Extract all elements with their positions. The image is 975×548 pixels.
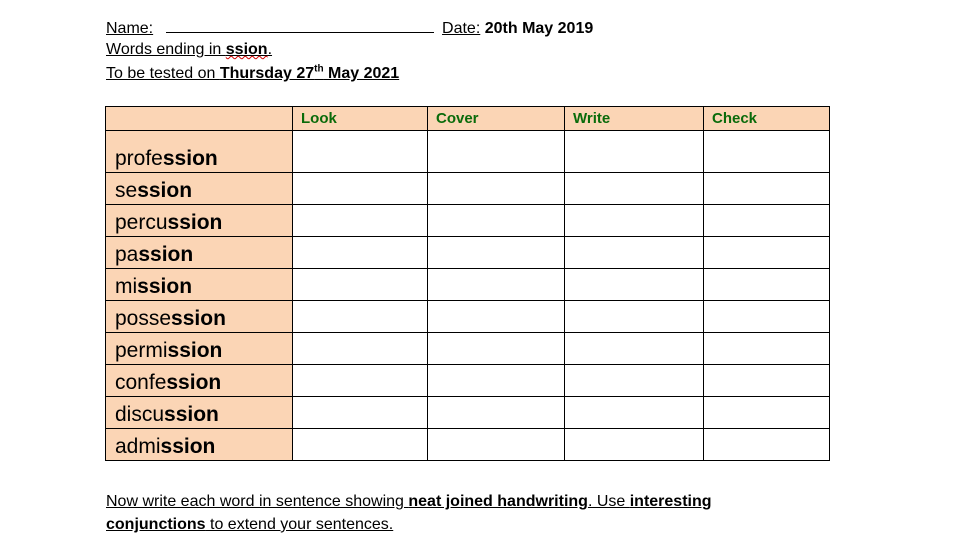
table-row	[106, 429, 830, 461]
answer-cell-check[interactable]	[704, 237, 830, 269]
spelling-word	[106, 365, 293, 397]
answer-cell-cover[interactable]	[428, 269, 565, 301]
spelling-word	[106, 269, 293, 301]
subtitle-ending: ssion	[225, 41, 268, 58]
word-column-header	[106, 107, 293, 131]
word-stem: mi	[115, 275, 138, 298]
answer-cell-cover[interactable]	[428, 205, 565, 237]
column-header-write: Write	[565, 107, 704, 131]
word-ending: ssion	[137, 179, 193, 202]
spelling-word	[106, 237, 293, 269]
answer-cell-write[interactable]	[565, 237, 704, 269]
word-stem: profe	[115, 147, 163, 170]
instruction-part3: . Use	[587, 493, 630, 510]
answer-cell-cover[interactable]	[428, 397, 565, 429]
instruction-part2: neat joined handwriting	[408, 493, 588, 510]
answer-cell-check[interactable]	[704, 365, 830, 397]
word-stem: permi	[115, 339, 168, 362]
answer-cell-look[interactable]	[293, 397, 428, 429]
answer-cell-write[interactable]	[565, 173, 704, 205]
subtitle	[106, 40, 272, 60]
word-ending: ssion	[160, 435, 216, 458]
word-stem: pa	[115, 243, 139, 266]
table-row	[106, 269, 830, 301]
subtitle-prefix: Words ending in	[106, 41, 226, 58]
answer-cell-look[interactable]	[293, 173, 428, 205]
spelling-word	[106, 397, 293, 429]
answer-cell-write[interactable]	[565, 131, 704, 173]
answer-cell-cover[interactable]	[428, 333, 565, 365]
answer-cell-check[interactable]	[704, 269, 830, 301]
table-header-row	[106, 107, 830, 131]
word-stem: discu	[115, 403, 165, 426]
answer-cell-write[interactable]	[565, 333, 704, 365]
answer-cell-check[interactable]	[704, 333, 830, 365]
table-row	[106, 333, 830, 365]
instruction-part1: Now write each word in sentence showing	[106, 493, 409, 510]
answer-cell-cover[interactable]	[428, 301, 565, 333]
word-ending: ssion	[162, 147, 218, 170]
answer-cell-cover[interactable]	[428, 131, 565, 173]
test-date-line	[106, 64, 399, 84]
table-row	[106, 397, 830, 429]
answer-cell-look[interactable]	[293, 205, 428, 237]
word-ending: ssion	[166, 371, 222, 394]
answer-cell-write[interactable]	[565, 205, 704, 237]
word-ending: ssion	[171, 307, 226, 330]
table-row	[106, 301, 830, 333]
test-month-year: May 2021	[323, 65, 400, 82]
answer-cell-cover[interactable]	[428, 429, 565, 461]
spelling-word	[106, 131, 293, 173]
answer-cell-cover[interactable]	[428, 365, 565, 397]
word-ending: ssion	[138, 243, 194, 266]
answer-cell-write[interactable]	[565, 397, 704, 429]
table-row	[106, 365, 830, 397]
answer-cell-write[interactable]	[565, 365, 704, 397]
date-value: 20th May 2019	[484, 20, 594, 37]
table-body	[106, 131, 830, 461]
answer-cell-look[interactable]	[293, 131, 428, 173]
column-header-cover: Cover	[428, 107, 565, 131]
spelling-word	[106, 205, 293, 237]
name-blank-field[interactable]	[166, 17, 434, 33]
word-stem: admi	[115, 435, 161, 458]
word-stem: posse	[115, 307, 172, 330]
spelling-word	[106, 301, 293, 333]
spelling-word	[106, 333, 293, 365]
answer-cell-check[interactable]	[704, 429, 830, 461]
word-stem: se	[115, 179, 138, 202]
test-ordinal: th	[314, 63, 324, 75]
spelling-word	[106, 173, 293, 205]
instruction-text	[106, 490, 806, 536]
answer-cell-look[interactable]	[293, 269, 428, 301]
answer-cell-look[interactable]	[293, 301, 428, 333]
test-prefix: To be tested on	[106, 65, 220, 82]
table-row	[106, 173, 830, 205]
answer-cell-check[interactable]	[704, 173, 830, 205]
subtitle-dot: .	[267, 41, 273, 58]
header-line	[106, 17, 593, 39]
instruction-part5: to extend your sentences.	[205, 516, 394, 533]
answer-cell-look[interactable]	[293, 365, 428, 397]
answer-cell-check[interactable]	[704, 301, 830, 333]
test-day: Thursday 27	[219, 65, 315, 82]
answer-cell-write[interactable]	[565, 429, 704, 461]
answer-cell-look[interactable]	[293, 429, 428, 461]
table-row	[106, 131, 830, 173]
answer-cell-check[interactable]	[704, 131, 830, 173]
table-row	[106, 205, 830, 237]
answer-cell-cover[interactable]	[428, 173, 565, 205]
instruction-part4: interesting conjunctions	[106, 493, 712, 533]
answer-cell-look[interactable]	[293, 237, 428, 269]
answer-cell-check[interactable]	[704, 397, 830, 429]
answer-cell-cover[interactable]	[428, 237, 565, 269]
table-row	[106, 237, 830, 269]
column-header-look: Look	[293, 107, 428, 131]
word-ending: ssion	[167, 211, 223, 234]
word-stem: confe	[115, 371, 167, 394]
date-label: Date:	[442, 20, 481, 37]
word-ending: ssion	[167, 339, 223, 362]
answer-cell-check[interactable]	[704, 205, 830, 237]
spelling-table	[105, 106, 830, 461]
answer-cell-write[interactable]	[565, 301, 704, 333]
answer-cell-write[interactable]	[565, 269, 704, 301]
word-ending: ssion	[137, 275, 193, 298]
word-ending: ssion	[164, 403, 219, 426]
word-stem: percu	[115, 211, 168, 234]
name-label: Name:	[106, 20, 154, 37]
spelling-word	[106, 429, 293, 461]
answer-cell-look[interactable]	[293, 333, 428, 365]
column-header-check: Check	[704, 107, 830, 131]
